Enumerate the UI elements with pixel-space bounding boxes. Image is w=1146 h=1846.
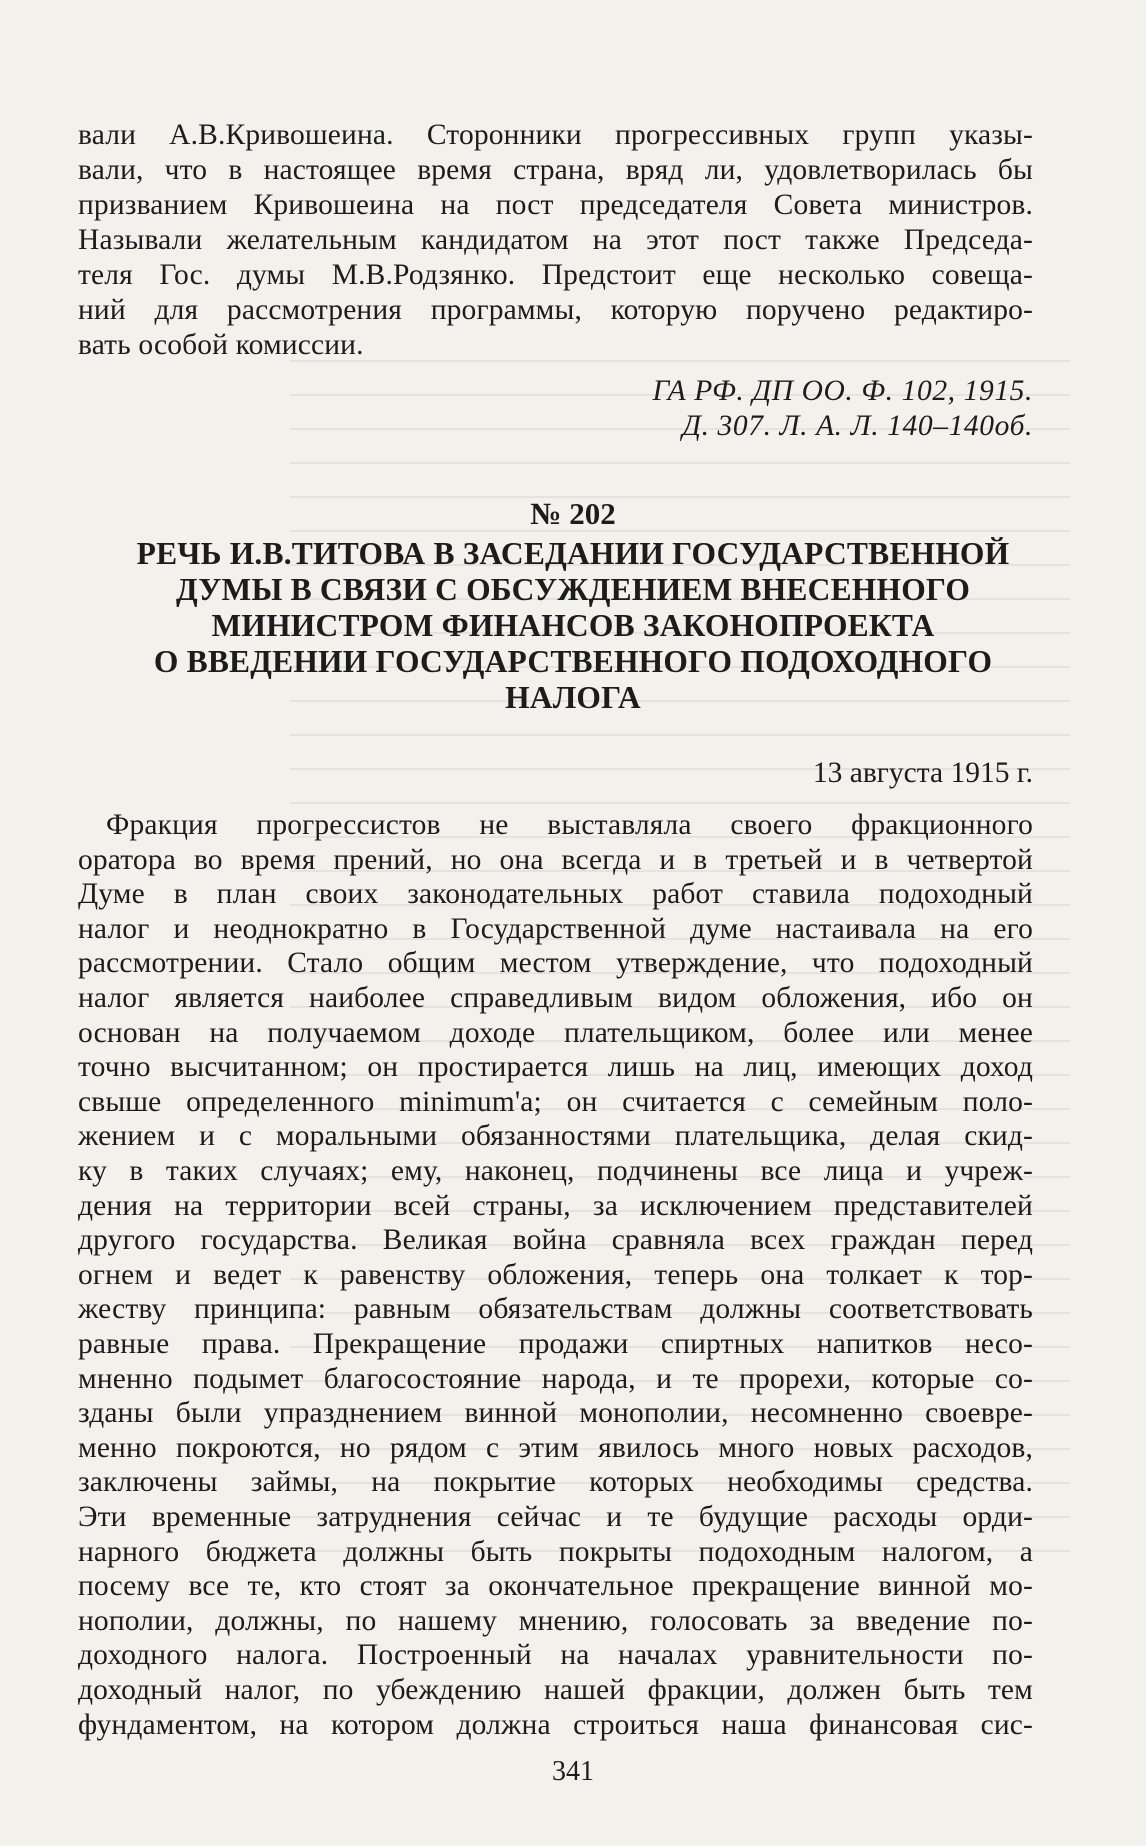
archive-reference-line-1: ГА РФ. ДП ОО. Ф. 102, 1915. xyxy=(652,375,1033,407)
intro-line: Называли желательным кандидатом на этот пост также Председа- xyxy=(78,224,1033,256)
body-line: заключены займы, на покрытие которых необходимы средства. xyxy=(78,1466,1033,1499)
body-line: свыше определенного minimum'а; он считается с семейным поло- xyxy=(78,1085,1033,1118)
body-line: мненно подымет благосостояние народа, и те прорехи, которые со- xyxy=(78,1362,1033,1395)
archive-reference-line-2: Д. 307. Л. А. Л. 140–140об. xyxy=(682,410,1033,442)
body-line: Думе в план своих законодательных работ ставила подоходный xyxy=(78,878,1033,911)
body-line: жением и с моральными обязанностями плательщика, делая скид- xyxy=(78,1120,1033,1153)
body-line: посему все те, кто стоят за окончательное прекращение винной мо- xyxy=(78,1570,1033,1603)
body-line: нарного бюджета должны быть покрыты подоходным налогом, а xyxy=(78,1535,1033,1568)
body-line: ку в таких случаях; ему, наконец, подчинены все лица и учреж- xyxy=(78,1155,1033,1187)
intro-line: вали А.В.Кривошеина. Сторонники прогрессивных групп указы- xyxy=(78,119,1033,151)
body-line: Эти временные затруднения сейчас и те будущие расходы орди- xyxy=(78,1501,1033,1533)
title-line: НАЛОГА xyxy=(505,680,641,715)
body-line: доходного налога. Построенный на началах уравнительности по- xyxy=(78,1639,1033,1672)
title-line: МИНИСТРОМ ФИНАНСОВ ЗАКОНОПРОЕКТА xyxy=(211,608,935,643)
title-line: РЕЧЬ И.В.ТИТОВА В ЗАСЕДАНИИ ГОСУДАРСТВЕННОЙ xyxy=(136,536,1010,571)
body-line: другого государства. Великая война сравняла всех граждан перед xyxy=(78,1224,1033,1257)
body-line: зданы были упразднением винной монополии, несомненно своевре- xyxy=(78,1397,1033,1430)
body-line: рассмотрении. Стало общим местом утверждение, что подоходный xyxy=(78,947,1033,980)
title-line: О ВВЕДЕНИИ ГОСУДАРСТВЕННОГО ПОДОХОДНОГО xyxy=(153,644,993,679)
body-line: менно покроются, но рядом с этим явилось много новых расходов, xyxy=(78,1431,1033,1464)
body-line: точно высчитанном; он простирается лишь на лиц, имеющих доход xyxy=(78,1051,1033,1084)
body-line: Фракция прогрессистов не выставляла своего фракционного xyxy=(106,809,1033,841)
body-line: огнем и ведет к равенству обложения, теперь она толкает к тор- xyxy=(78,1258,1033,1291)
body-line: нополии, должны, по нашему мнению, голосовать за введение по- xyxy=(78,1604,1033,1637)
intro-line: призванием Кривошеина на пост председателя Совета министров. xyxy=(78,189,1033,221)
intro-line: вали, что в настоящее время страна, вряд ли, удовлетворилась бы xyxy=(78,154,1033,186)
body-line: дения на территории всей страны, за исключением представителей xyxy=(78,1189,1033,1222)
title-line: ДУМЫ В СВЯЗИ С ОБСУЖДЕНИЕМ ВНЕСЕННОГО xyxy=(175,572,971,607)
body-line: равные права. Прекращение продажи спиртных напитков несо- xyxy=(78,1328,1033,1360)
body-line: оратора во время прений, но она всегда и в третьей и в четвертой xyxy=(78,843,1033,876)
body-line: налог и неоднократно в Государственной думе настаивала на его xyxy=(78,912,1033,945)
body-line: основан на получаемом доходе плательщиком, более или менее xyxy=(78,1016,1033,1049)
document-date: 13 августа 1915 г. xyxy=(812,757,1033,789)
intro-line: ний для рассмотрения программы, которую поручено редактиро- xyxy=(78,294,1033,326)
document-number: № 202 xyxy=(530,496,616,531)
body-line: фундаментом, на котором должна строиться наша финансовая сис- xyxy=(78,1708,1033,1741)
body-line: доходный налог, по убеждению нашей фракции, должен быть тем xyxy=(78,1674,1033,1706)
page-number: 341 xyxy=(552,1756,594,1787)
body-line: налог является наиболее справедливым видом обложения, ибо он xyxy=(78,982,1033,1014)
intro-line: теля Гос. думы М.В.Родзянко. Предстоит еще несколько совеща- xyxy=(78,259,1033,291)
intro-line: вать особой комиссии. xyxy=(78,329,364,361)
body-line: жеству принципа: равным обязательствам должны соответствовать xyxy=(78,1293,1033,1326)
